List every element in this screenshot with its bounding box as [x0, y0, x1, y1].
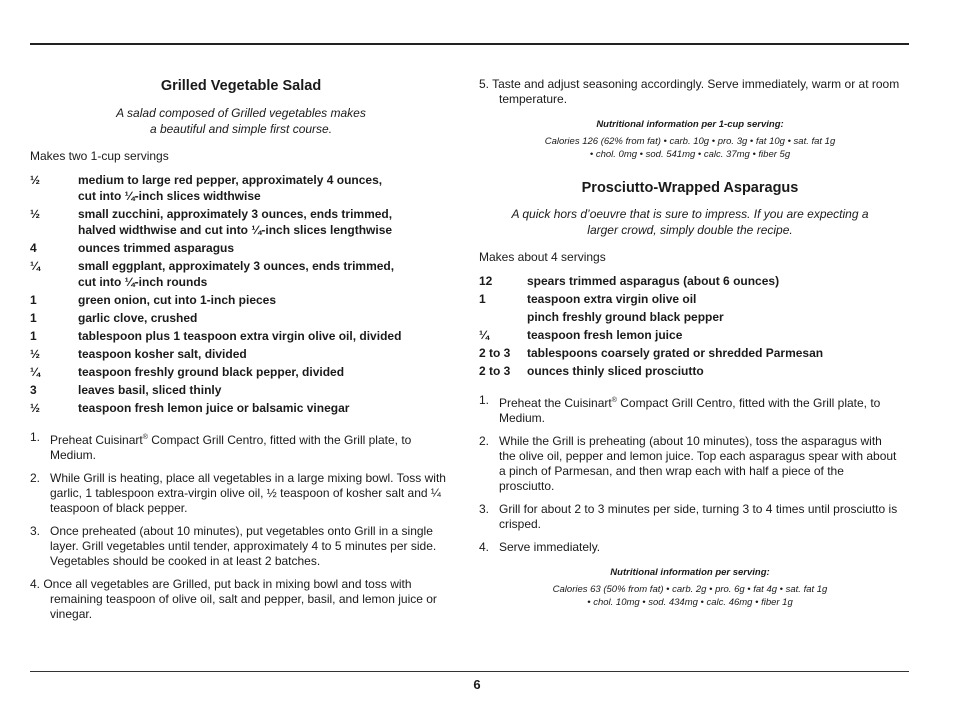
nutrition-info: Calories 63 (50% from fat) • carb. 2g • pro. 6g • fat 4g • sat. fat 1g: [552, 584, 828, 595]
instruction-step: 4. Serve immediately.: [479, 540, 601, 554]
instruction-step: 1. Preheat the Cuisinart® Compact Grill Centro, fitted with the Grill plate, to Medium.: [479, 393, 881, 425]
bottom-rule: [30, 671, 909, 672]
recipe-subtitle: A quick hors d’oeuvre that is sure to impress. If you are expecting a: [511, 207, 869, 221]
recipe-subtitle: a beautiful and simple first course.: [149, 122, 333, 136]
ingredient-item: 1 tablespoon plus 1 teaspoon extra virgin olive oil, divided: [30, 329, 402, 343]
ingredient-item: 2 to 3 ounces thinly sliced prosciutto: [479, 364, 704, 378]
ingredient-item: 4 ounces trimmed asparagus: [30, 241, 235, 255]
recipe-subtitle: larger crowd, simply double the recipe.: [587, 223, 793, 237]
ingredient-item: 3 leaves basil, sliced thinly: [30, 383, 222, 397]
ingredient-list: [479, 273, 901, 379]
instruction-step: 3. Grill for about 2 to 3 minutes per side, turning 3 to 4 times until prosciutto is crisped.: [479, 502, 898, 531]
nutrition-title: Nutritional information per 1-cup serving:: [596, 119, 784, 130]
left-column: [30, 77, 452, 622]
page-number: 6: [473, 677, 481, 692]
nutrition-info: Calories 126 (62% from fat) • carb. 10g • pro. 3g • fat 10g • sat. fat 1g: [544, 136, 836, 147]
nutrition-info: • chol. 0mg • sod. 541mg • calc. 37mg • fiber 5g: [589, 149, 791, 160]
ingredient-item: ½ small zucchini, approximately 3 ounces, ends trimmed, halved widthwise and cut into ¼-inch slices lengthwise: [30, 207, 393, 237]
registered-mark: ®: [611, 397, 617, 404]
instruction-step: 4. Once all vegetables are Grilled, put back in mixing bowl and toss with remaining teaspoon of olive oil, salt and pepper, basil, and lemon juice or vinegar.: [30, 577, 437, 621]
top-rule: [30, 43, 909, 45]
recipe-title-grilled-vegetable-salad: Grilled Vegetable Salad: [160, 78, 322, 94]
ingredient-item: ½ teaspoon fresh lemon juice or balsamic vinegar: [30, 401, 350, 415]
servings-note: Makes about 4 servings: [479, 250, 606, 264]
instruction-step: 3. Once preheated (about 10 minutes), put vegetables onto Grill in a single layer. Grill vegetables until tender, approximately 4 to 5 minutes per side. Vegetables should be cooked in at least 2 batches.: [30, 524, 437, 568]
servings-note: Makes two 1-cup servings: [30, 149, 169, 163]
recipe-subtitle: A salad composed of Grilled vegetables makes: [116, 106, 366, 120]
instruction-step: 2. While the Grill is preheating (about 10 minutes), toss the asparagus with the olive oil, pepper and lemon juice. Top each asparagus spear with about a pinch of Parmesan, and then wrap each with half a piece of the prosciutto.: [479, 434, 897, 493]
recipe-title-prosciutto-wrapped-asparagus: Prosciutto-Wrapped Asparagus: [581, 180, 799, 196]
ingredient-list: [30, 172, 452, 416]
ingredient-item: ½ teaspoon kosher salt, divided: [30, 347, 247, 361]
instruction-list: [30, 430, 452, 622]
nutrition-info: • chol. 10mg • sod. 434mg • calc. 46mg • fiber 1g: [587, 597, 793, 608]
ingredient-item: 12 spears trimmed asparagus (about 6 ounces): [479, 274, 780, 288]
ingredient-item: 1 garlic clove, crushed: [30, 311, 198, 325]
ingredient-item: pinch freshly ground black pepper: [527, 310, 724, 324]
instruction-list: [479, 393, 901, 555]
ingredient-item: ¼ small eggplant, approximately 3 ounces, ends trimmed, cut into ¼-inch rounds: [30, 259, 395, 289]
ingredient-item: 2 to 3 tablespoons coarsely grated or shredded Parmesan: [479, 346, 824, 360]
nutrition-title: Nutritional information per serving:: [610, 567, 770, 578]
instruction-step: 1. Preheat Cuisinart® Compact Grill Centro, fitted with the Grill plate, to Medium.: [30, 430, 412, 462]
ingredient-item: ½ medium to large red pepper, approximately 4 ounces, cut into ¼-inch slices widthwise: [30, 173, 383, 203]
right-column: [479, 77, 901, 609]
ingredient-item: ¼ teaspoon freshly ground black pepper, divided: [30, 365, 345, 379]
registered-mark: ®: [142, 434, 148, 441]
instruction-step: 5. Taste and adjust seasoning accordingly. Serve immediately, warm or at room temperature.: [479, 77, 900, 106]
instruction-step: 2. While Grill is heating, place all vegetables in a large mixing bowl. Toss with garlic, 1 tablespoon extra-virgin olive oil, ½ teaspoon of kosher salt and ¼ teaspoon of black pepper.: [30, 471, 446, 515]
ingredient-item: ¼ teaspoon fresh lemon juice: [479, 328, 683, 342]
instruction-list-continued: [479, 77, 901, 107]
ingredient-item: 1 green onion, cut into 1-inch pieces: [30, 293, 277, 307]
ingredient-item: 1 teaspoon extra virgin olive oil: [479, 292, 697, 306]
